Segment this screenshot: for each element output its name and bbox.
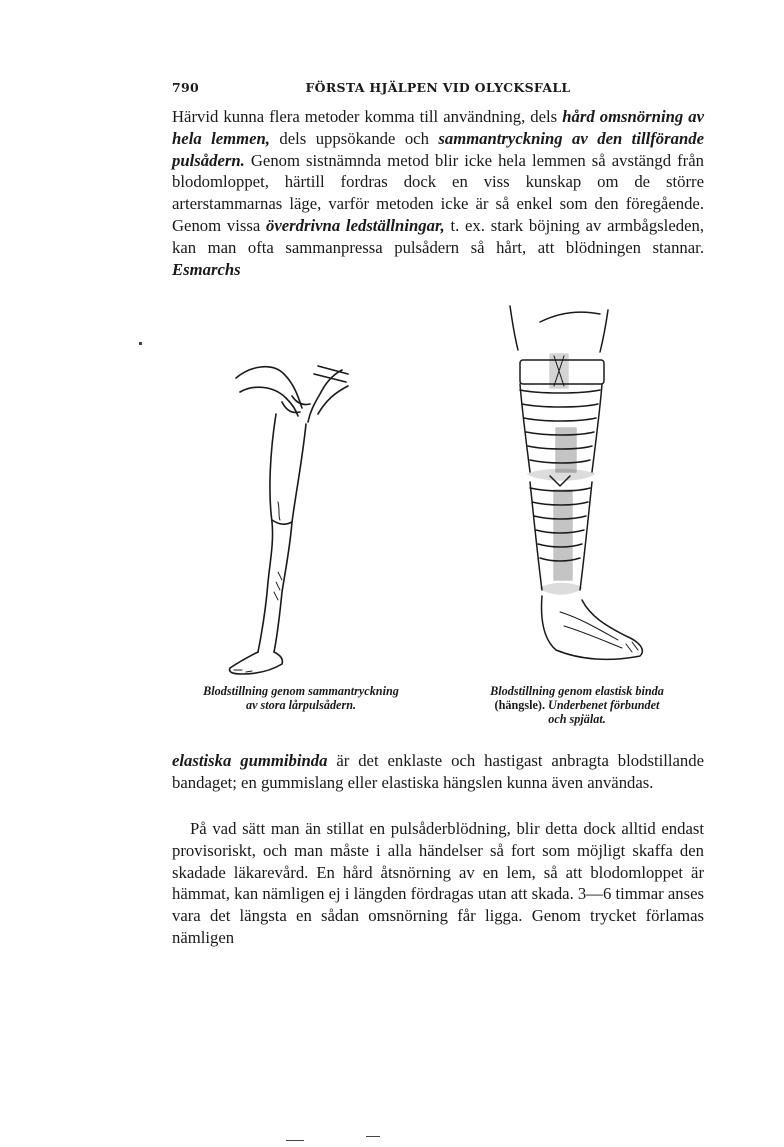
bandaged-leg-illustration: [500, 300, 655, 680]
text-run: t. ex. stark böjning av armbågsleden, kan man ofta sammanpressa pulsådern så hårt, att blödningen stannar.: [172, 215, 704, 257]
text-run: dels uppsökande och: [269, 128, 439, 148]
emphasis-run: överdrivna ledställningar,: [266, 215, 445, 235]
text-run: Härvid kunna flera metoder komma till användning, dels: [172, 107, 563, 126]
paragraph-2: [172, 750, 704, 794]
paragraph-3: På vad sätt man än stillat en pulsåderblödning, blir detta dock alltid endast provisoriskt, och man måste i alla händelser så fort som möjligt skaffa den skadade läkarevård. En hård åtsnörning av en lem, så att blodomloppet är hämmat, kan nämligen ej i längden fördragas utan att skada. 3—6 timmar anses vara det längsta en sådan omsnörning får ligga. Genom trycket förlamas nämligen: [172, 819, 704, 947]
emphasis-run: hård omsnörning av hela lemmen,: [172, 107, 704, 148]
paragraph-1: [172, 106, 704, 280]
emphasis-run: Esmarchs: [172, 259, 241, 279]
emphasis-run: sammantryckning av den tillförande pulsådern.: [172, 128, 705, 170]
scan-mark: [366, 1136, 380, 1137]
emphasis-run: elastiska gummibinda: [172, 751, 328, 770]
caption-line: Blodstillning genom sammantryckning: [203, 684, 399, 698]
caption-text: Underbenet förbundet: [545, 698, 660, 712]
scan-mark: [139, 342, 142, 345]
caption-paren-text: (hängsle).: [494, 698, 545, 712]
running-title: FÖRSTA HJÄLPEN VID OLYCKSFALL: [305, 80, 571, 95]
scan-mark: [286, 1140, 304, 1141]
text-run: är det enklaste och hastigast anbragta blodstillande bandaget; en gummislang eller elastiska hängslen kunna även användas.: [172, 751, 704, 792]
caption-line: Blodstillning genom elastisk binda: [490, 684, 664, 698]
caption-line: av stora lårpulsådern.: [245, 698, 357, 712]
page-number: 790: [172, 80, 199, 95]
leg-compression-illustration: [222, 352, 372, 682]
text-run: Genom sistnämnda metod blir icke hela lemmen så avstängd från blodomloppet, härtill fordras dock en viss kunskap om de större arterstammarnas läge, varför metoden icke är så enkel som den föregående. Genom vissa: [172, 150, 704, 235]
caption-line: och spjälat.: [548, 712, 606, 726]
figure-right-caption: [452, 684, 702, 726]
figure-left-caption: [170, 684, 432, 712]
caption-line: [452, 698, 702, 712]
running-header: [172, 80, 704, 100]
